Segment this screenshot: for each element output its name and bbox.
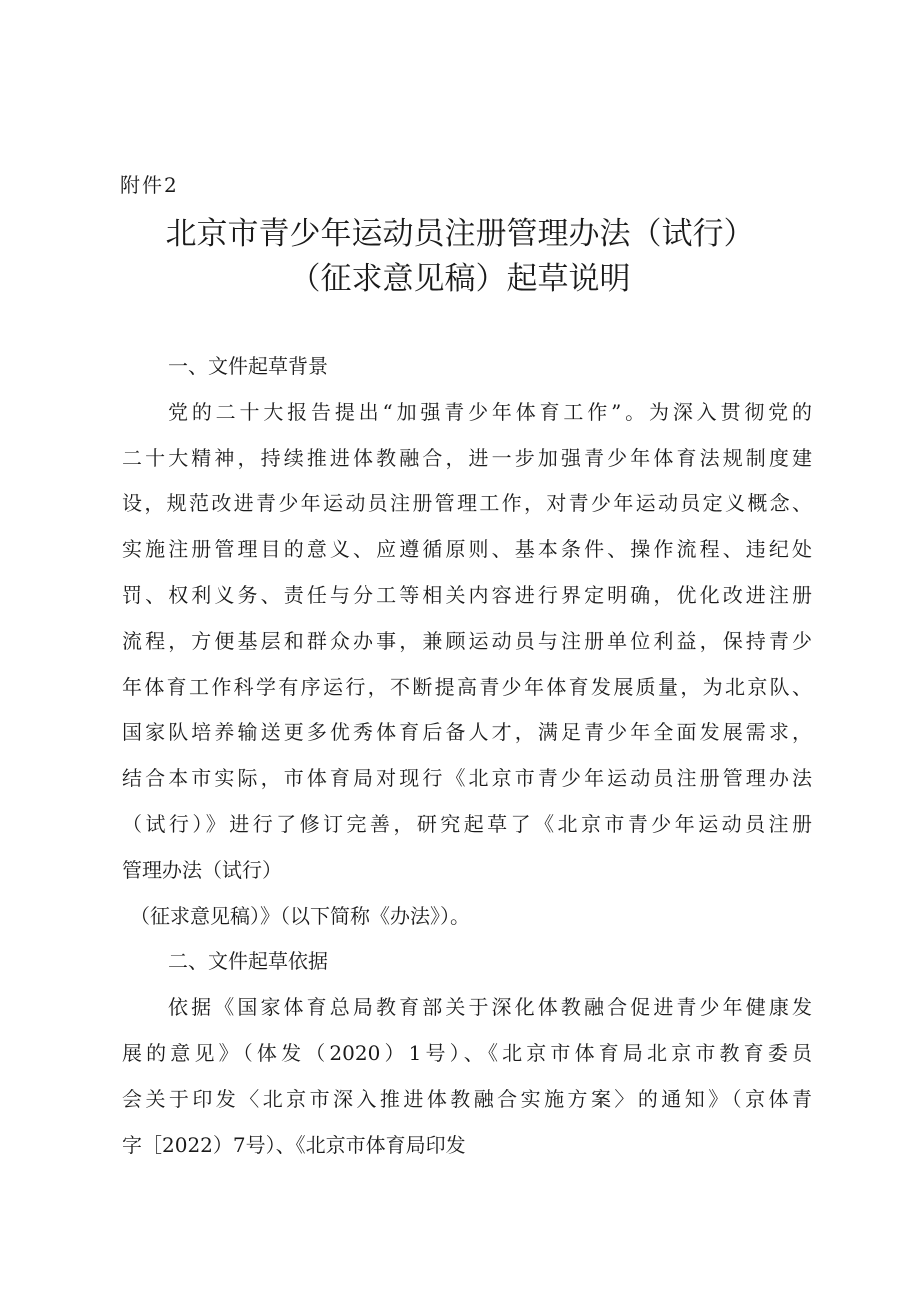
paragraph-line: 管理办法（试行）: [122, 857, 282, 882]
paragraph-line: 罚、权利义务、责任与分工等相关内容进行界定明确，优化改进注册: [122, 582, 812, 607]
paragraph-line: 设，规范改进青少年运动员注册管理工作，对青少年运动员定义概念、: [122, 491, 812, 516]
paragraph-line: （征求意见稿）》（以下简称《办法》）。: [130, 903, 470, 928]
paragraph-line: 二十大精神，持续推进体教融合，进一步加强青少年体育法规制度建: [122, 445, 812, 470]
paragraph-line: 展的意见》（体发（2020）1号）、《北京市体育局北京市教育委员: [122, 1040, 812, 1065]
attachment-label: 附件2: [120, 173, 179, 197]
paragraph-line: 党的二十大报告提出“加强青少年体育工作”。为深入贯彻党的: [168, 399, 812, 424]
paragraph-line: （试行）》进行了修订完善，研究起草了《北京市青少年运动员注册: [122, 811, 812, 836]
paragraph-line: 国家队培养输送更多优秀体育后备人才，满足青少年全面发展需求，: [122, 720, 812, 745]
document-title-line-1: 北京市青少年运动员注册管理办法（试行）: [165, 216, 755, 252]
paragraph-line: 字［2022）7号）、《北京市体育局印发: [122, 1132, 466, 1157]
document-body: [122, 344, 812, 1168]
paragraph-line: 流程，方便基层和群众办事，兼顾运动员与注册单位利益，保持青少: [122, 628, 812, 653]
section-heading-background: 一、文件起草背景: [168, 354, 328, 378]
paragraph-line: 实施注册管理目的意义、应遵循原则、基本条件、操作流程、违纪处: [122, 537, 812, 562]
paragraph-line: 结合本市实际，市体育局对现行《北京市青少年运动员注册管理办法: [122, 766, 812, 791]
paragraph-line: 依据《国家体育总局教育部关于深化体教融合促进青少年健康发: [168, 995, 812, 1020]
paragraph-line: 年体育工作科学有序运行，不断提高青少年体育发展质量，为北京队、: [122, 674, 812, 699]
paragraph-line: 会关于印发〈北京市深入推进体教融合实施方案〉的通知》（京体青: [122, 1086, 812, 1111]
document-title-line-2: （征求意见稿）起草说明: [289, 261, 631, 297]
section-heading-basis: 二、文件起草依据: [168, 949, 328, 974]
